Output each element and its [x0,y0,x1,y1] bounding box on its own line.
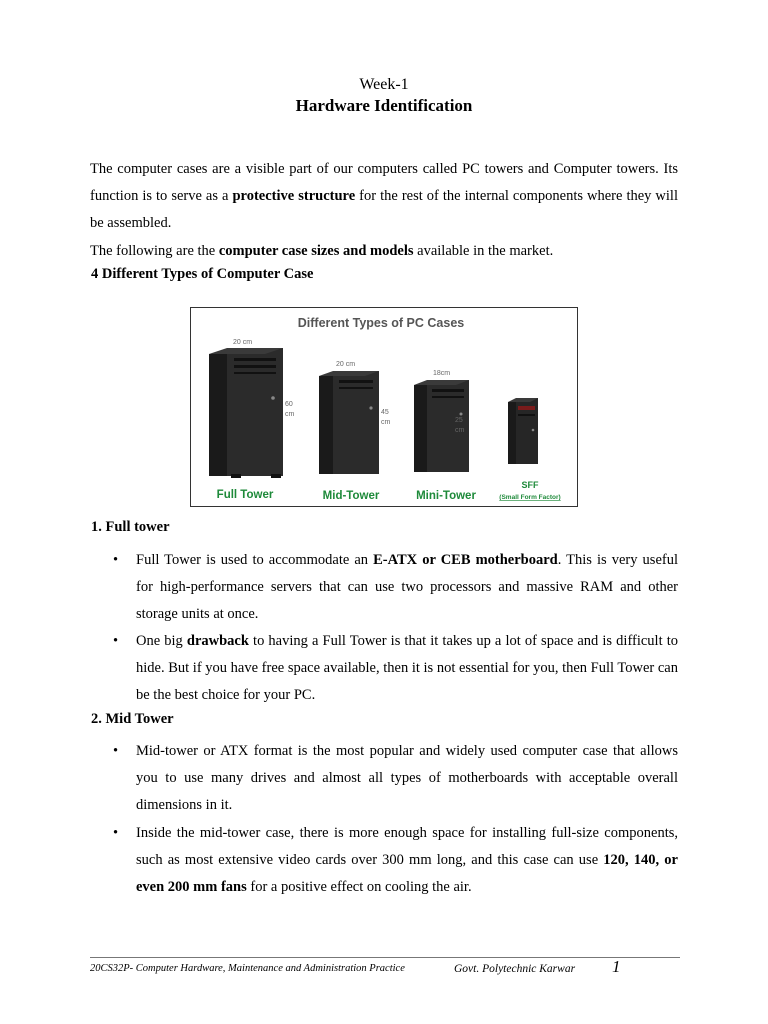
bullet-dot: • [113,825,119,841]
sff-sublabel: (Small Form Factor) [499,494,561,501]
mid-tower-height-unit: cm [381,419,391,426]
list-item [113,738,678,819]
mini-tower-case [414,370,469,472]
mini-tower-height: 25 [455,417,463,424]
bullet-text [136,547,678,628]
models-paragraph [90,238,678,265]
intro-paragraph [90,156,678,237]
bullet-text-start: Mid-tower or ATX format is the most popular and widely used computer case that allows you to use many drives and almost all types of motherboards with acceptable overall dimensions in it. [136,743,678,813]
full-tower-width: 20 cm [233,339,253,346]
mid-tower-label: Mid-Tower [322,490,380,502]
bullet-bold-text: 120, 140, or even 200 mm fans [136,852,678,895]
mid-tower-width: 20 cm [336,361,356,368]
list-item [113,820,678,901]
pc-cases-illustration [191,308,576,505]
page-title: Hardware Identification [295,96,473,115]
bullet-dot: • [113,552,119,568]
mid-tower-height: 45 [381,409,389,416]
list-item [113,547,678,628]
intro-text-end: for the rest of the internal components where they will be assembled. [90,188,678,231]
bullet-dot: • [113,633,119,649]
figure-title: Different Types of PC Cases [297,316,465,330]
sff-label: SFF [521,480,539,490]
models-bold-text: computer case sizes and models [218,243,414,259]
bullet-text [136,628,678,709]
bullet-text [136,820,678,901]
bullet-text-end: . This is very useful for high-performance servers that can use two processors and massive RAM and other storage units at once. [136,552,678,622]
mini-tower-height-unit: cm [455,427,465,434]
mini-tower-label: Mini-Tower [416,490,476,502]
page-number: 1 [612,957,621,976]
footer-college: Govt. Polytechnic Karwar [454,963,576,975]
full-tower-height: 60 [285,401,293,408]
intro-bold-text: protective structure [232,188,356,204]
bullet-text-end: for a positive effect on cooling the air. [246,879,472,895]
list-item [113,628,678,709]
section-full-tower-heading: 1. Full tower [91,519,170,535]
bullet-bold-text: E-ATX or CEB motherboard [373,552,558,568]
footer-divider [90,957,680,958]
week-label: Week-1 [359,76,409,93]
full-tower-case [209,339,295,478]
bullet-text [136,738,678,819]
types-heading: 4 Different Types of Computer Case [91,266,314,282]
bullet-text-start: Inside the mid-tower case, there is more enough space for installing full-size components, such as most extensive video cards over 300 mm long, and this case can use [136,825,678,868]
models-text: The following are the [90,243,219,259]
full-tower-label: Full Tower [216,489,274,501]
bullet-text-start: One big [136,633,187,649]
bullet-text-start: Full Tower is used to accommodate an [136,552,374,568]
bullet-bold-text: drawback [186,633,249,649]
models-text-end: available in the market. [413,243,554,259]
bullet-text-end: to having a Full Tower is that it takes up a lot of space and is difficult to hide. But if you have free space available, then it is not essential for you, then Full Tower can be the best choice for your PC. [136,633,678,703]
pc-cases-figure [190,307,578,507]
full-tower-height-unit: cm [285,411,295,418]
mid-tower-case [319,361,391,474]
intro-text: The computer cases are a visible part of our computers called PC towers and Computer towers. Its function is to serve as a [90,161,678,204]
mini-tower-width: 18cm [433,370,451,377]
section-mid-tower-heading: 2. Mid Tower [91,711,174,727]
footer-course: 20CS32P- Computer Hardware, Maintenance and Administration Practice [90,963,405,974]
bullet-dot: • [113,743,119,759]
sff-case [508,398,538,464]
